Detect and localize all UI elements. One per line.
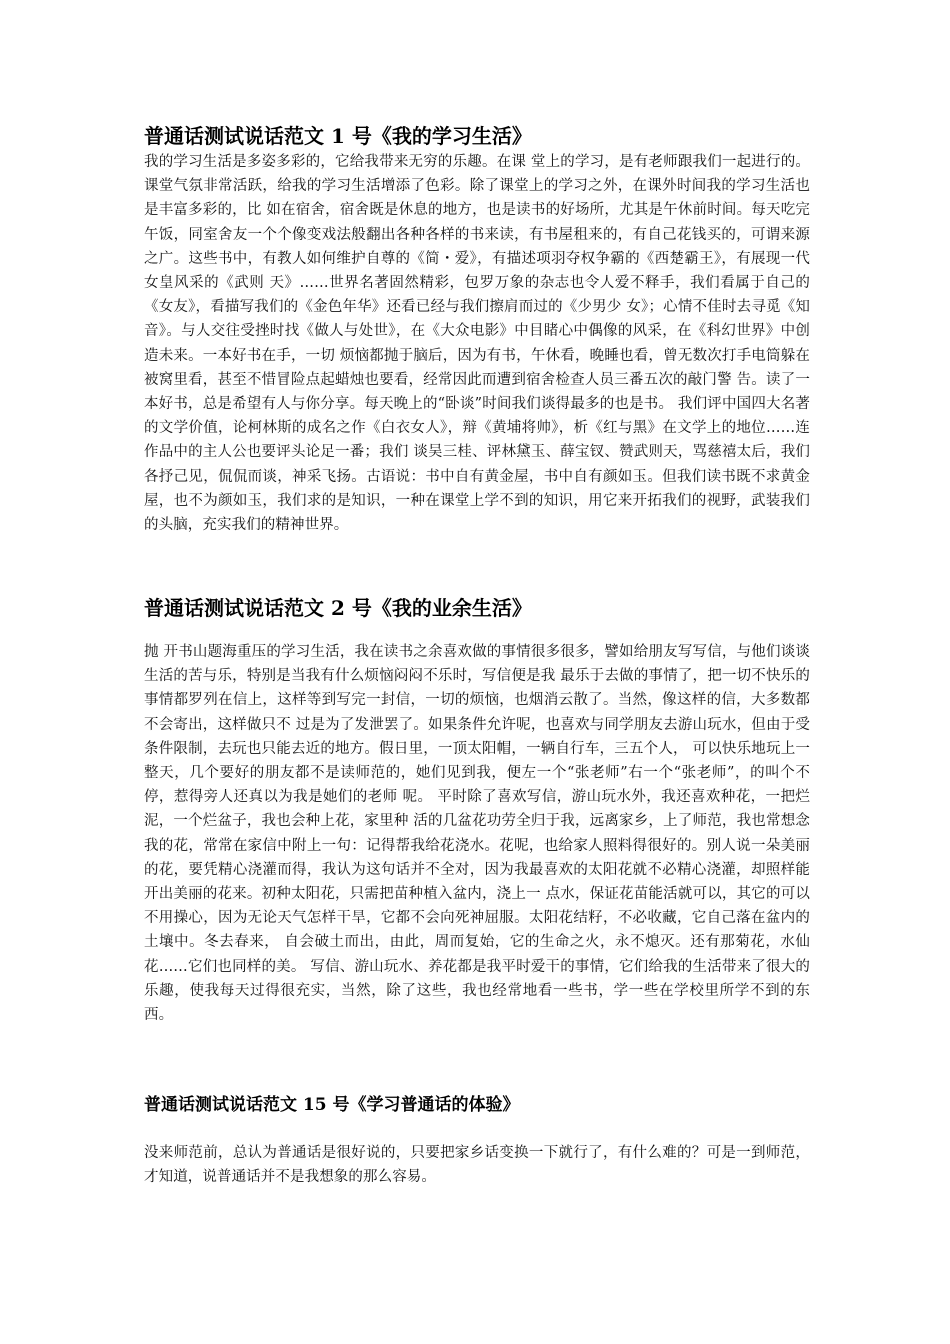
essay-title-2: 普通话测试说话范文 2 号《我的业余生活》 [144,596,532,620]
essay-section-15 [144,1093,810,1189]
essay-title-1: 普通话测试说话范文 1 号《我的学习生活》 [144,124,532,148]
essay-body-1: 我的学习生活是多姿多彩的，它给我带来无穷的乐趣。在课 堂上的学习，是有老师跟我们一起进行的。课堂气氛非常活跃，给我的学习生活增添了色彩。除了课堂上的学习之外，在课外时间我的学习生活也是丰富多彩的，比 如在宿舍，宿舍既是休息的地方，也是读书的好场所，尤其是午休前时间。每天吃完午饭，同室舍友一个个像变戏法般翻出各种各样的书来读，有书屋租来的，有自己花钱买的，可谓来源之广。这些书中，有教人如何维护自尊的《简・爱》，有描述项羽夺权争霸的《西楚霸王》，有展现一代女皇风采的《武则 天》……世界名著固然精彩，包罗万象的杂志也令人爱不释手，我们看属于自己的《女友》，看描写我们的《金色年华》还看已经与我们擦肩而过的《少男少 女》；心情不佳时去寻觅《知音》。与人交往受挫时找《做人与处世》，在《大众电影》中目睹心中偶像的风采，在《科幻世界》中创造未来。一本好书在手，一切 烦恼都抛于脑后，因为有书，午休看，晚睡也看，曾无数次打手电筒躲在被窝里看，甚至不惜冒险点起蜡烛也要看，经常因此而遭到宿舍检查人员三番五次的敲门警 告。读了一本好书，总是希望有人与你分享。每天晚上的“卧谈”时间我们谈得最多的也是书。 我们评中国四大名著的文学价值，论柯林斯的成名之作《白衣女人》，辩《黄埔将帅》，析《红与黑》在文学上的地位……连作品中的主人公也要评头论足一番；我们 谈吴三桂、评林黛玉、薛宝钗、赞武则天，骂慈禧太后，我们各抒己见，侃侃而谈，神采飞扬。古语说：书中自有黄金屋，书中自有颜如玉。但我们读书既不求黄金 屋，也不为颜如玉，我们求的是知识，一种在课堂上学不到的知识，用它来开拓我们的视野，武装我们的头脑，充实我们的精神世界。 [144,154,810,534]
essay-title-15: 普通话测试说话范文 15 号《学习普通话的体验》 [144,1095,520,1115]
essay-body-2: 抛 开书山题海重压的学习生活，我在读书之余喜欢做的事情很多很多，譬如给朋友写写信，与他们谈谈生活的苦与乐，特别是当我有什么烦恼闷闷不乐时，写信便是我 最乐于去做的事情了，把一切不快乐的事情都罗列在信上，这样等到写完一封信，一切的烦恼，也烟消云散了。当然，像这样的信，大多数都不会寄出，这样做只不 过是为了发泄罢了。如果条件允许呢，也喜欢与同学朋友去游山玩水，但由于受条件限制，去玩也只能去近的地方。假日里，一顶太阳帽，一辆自行车，三五个人， 可以快乐地玩上一整天，几个要好的朋友都不是读师范的，她们见到我，便左一个“张老师”右一个“张老师”，的叫个不停，惹得旁人还真以为我是她们的老师 呢。 平时除了喜欢写信，游山玩水外，我还喜欢种花，一把烂泥，一个烂盆子，我也会种上花，家里种 活的几盆花功劳全归于我，远离家乡，上了师范，我也常想念我的花，常常在家信中附上一句：记得帮我给花浇水。花呢，也给家人照料得很好的。别人说一朵美丽 的花，要凭精心浇灌而得，我认为这句话并不全对，因为我最喜欢的太阳花就不必精心浇灌，却照样能开出美丽的花来。初种太阳花，只需把苗种植入盆内，浇上一 点水，保证花苗能活就可以，其它的可以不用操心，因为无论天气怎样干旱，它都不会向死神屈服。太阳花结籽，不必收藏，它自己落在盆内的土壤中。冬去春来， 自会破土而出，由此，周而复始，它的生命之火，永不熄灭。还有那菊花，水仙花……它们也同样的美。 写信、游山玩水、养花都是我平时爱干的事情，它们给我的生活带来了很大的乐趣，使我每天过得很充实，当然，除了这些，我也经常地看一些书，学一些在学校里所学不到的东西。 [144,644,810,1024]
essay-body-15: 没来师范前，总认为普通话是很好说的，只要把家乡话变换一下就行了，有什么难的？可是一到师范，才知道，说普通话并不是我想象的那么容易。 [144,1145,810,1186]
essay-section-2 [144,594,810,1027]
essay-section-1 [144,122,810,537]
